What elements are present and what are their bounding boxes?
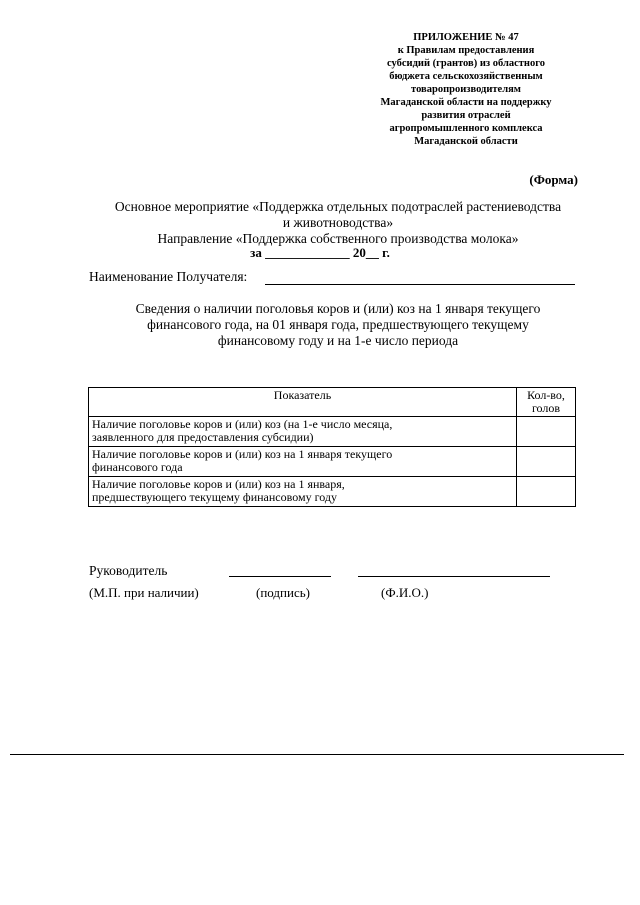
- count-cell: [517, 417, 576, 447]
- director-label: Руководитель: [89, 563, 168, 578]
- appendix-line: Магаданской области на поддержку: [380, 97, 552, 108]
- appendix-line: товаропроизводителям: [411, 84, 521, 95]
- appendix-header: [352, 31, 580, 148]
- appendix-line: к Правилам предоставления: [397, 45, 535, 56]
- appendix-line: Магаданской области: [414, 136, 518, 147]
- header-count: [517, 388, 576, 417]
- table-row: [89, 477, 576, 507]
- livestock-table: [88, 387, 576, 507]
- indicator-cell: [89, 447, 517, 477]
- appendix-line: бюджета сельскохозяйственным: [389, 71, 543, 82]
- fio-caption: (Ф.И.О.): [381, 585, 429, 600]
- indicator-text: финансового года: [92, 460, 183, 474]
- signature-caption: (подпись): [256, 585, 310, 600]
- recipient-field-line: [265, 284, 575, 285]
- indicator-cell: [89, 477, 517, 507]
- info-line: Сведения о наличии поголовья коров и (или) коз на 1 января текущего: [135, 301, 541, 316]
- recipient-label: Наименование Получателя:: [89, 269, 248, 284]
- measure-title: [84, 199, 592, 247]
- appendix-line: агропромышленного комплекса: [389, 123, 543, 134]
- page-bottom-rule: [10, 754, 624, 755]
- direction-line: Направление «Поддержка собственного производства молока»: [157, 231, 519, 246]
- form-label: (Форма): [529, 172, 578, 187]
- indicator-text: предшествующего текущему финансовому году: [92, 490, 337, 504]
- indicator-cell: [89, 417, 517, 447]
- indicator-text: Наличие поголовье коров и (или) коз на 1 января,: [92, 477, 345, 491]
- info-line: финансового года, на 01 января года, предшествующего текущему: [147, 317, 529, 332]
- header-count-line: голов: [531, 401, 561, 415]
- signature-line: [229, 576, 331, 577]
- fio-line: [358, 576, 550, 577]
- indicator-text: Наличие поголовье коров и (или) коз на 1 января текущего: [92, 447, 393, 461]
- info-line: финансовому году и на 1-е число периода: [217, 333, 459, 348]
- appendix-line: развития отраслей: [421, 110, 511, 121]
- period-line: за _____________ 20__ г.: [250, 245, 390, 260]
- info-heading: [84, 301, 592, 349]
- table-row: [89, 417, 576, 447]
- indicator-text: Наличие поголовье коров и (или) коз (на 1-е число месяца,: [92, 417, 393, 431]
- stamp-caption: (М.П. при наличии): [89, 585, 199, 600]
- header-indicator: Показатель: [89, 388, 517, 417]
- indicator-text: заявленного для предоставления субсидии): [92, 430, 314, 444]
- count-cell: [517, 477, 576, 507]
- header-count-line: Кол-во,: [527, 388, 565, 402]
- appendix-title: ПРИЛОЖЕНИЕ № 47: [413, 32, 519, 43]
- measure-line: Основное мероприятие «Поддержка отдельных подотраслей растениеводства: [114, 199, 562, 214]
- count-cell: [517, 447, 576, 477]
- appendix-line: субсидий (грантов) из областного: [387, 58, 545, 69]
- measure-line: и животноводства»: [282, 215, 394, 230]
- table-header-row: [89, 388, 576, 417]
- table-row: [89, 447, 576, 477]
